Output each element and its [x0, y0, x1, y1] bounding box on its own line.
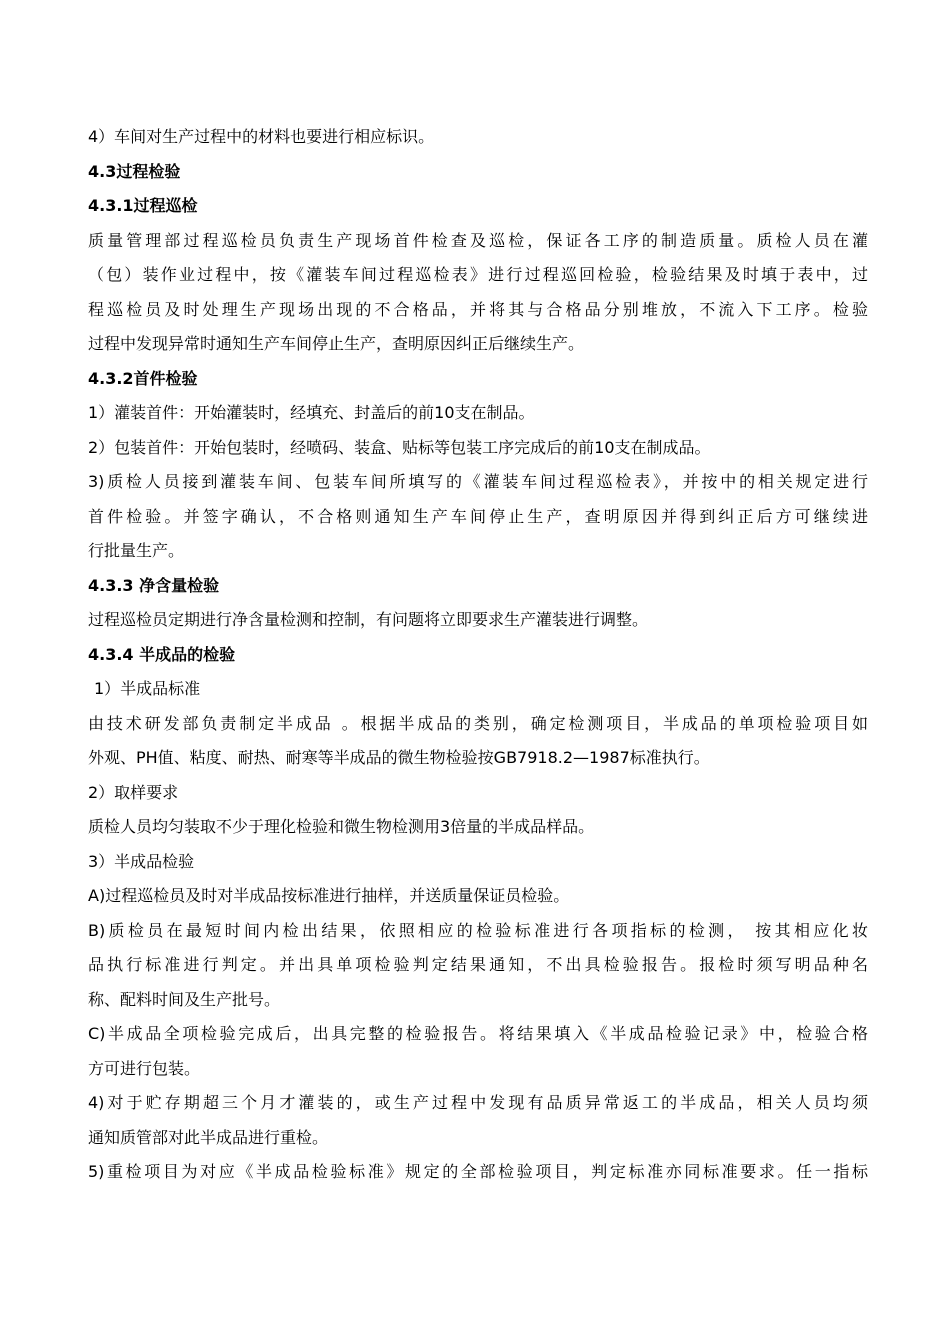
paragraph-line: 程巡检员及时处理生产现场出现的不合格品，并将其与合格品分别堆放，不流入下工序。检验	[88, 299, 868, 319]
paragraph-line: 质检人员均匀装取不少于理化检验和微生物检测用3倍量的半成品样品。	[88, 817, 595, 836]
list-item: 2）包装首件：开始包装时，经喷码、装盒、贴标等包装工序完成后的前10支在制成品。	[88, 437, 711, 457]
paragraph-line: 4）车间对生产过程中的材料也要进行相应标识。	[88, 127, 435, 146]
subsection-label: 3）半成品检验	[88, 851, 195, 871]
list-item: B)质检员在最短时间内检出结果，依照相应的检验标准进行各项指标的检测， 按其相应化妆	[88, 920, 868, 940]
section-heading-4-3-2: 4.3.2首件检验	[88, 368, 198, 388]
document-page	[88, 120, 868, 1190]
subsection-label: 2）取样要求	[88, 782, 179, 802]
section-heading-4-3-4: 4.3.4 半成品的检验	[88, 644, 236, 664]
paragraph-line: 过程巡检员定期进行净含量检测和控制，有问题将立即要求生产灌装进行调整。	[88, 610, 649, 629]
paragraph-line: 外观、PH值、粘度、耐热、耐寒等半成品的微生物检验按GB7918.2—1987标准执行。	[88, 748, 710, 767]
section-heading-4-3-3: 4.3.3 净含量检验	[88, 575, 220, 595]
list-item: 5)重检项目为对应《半成品检验标准》规定的全部检验项目，判定标准亦同标准要求。任一指标	[88, 1162, 868, 1181]
paragraph-line: 由技术研发部负责制定半成品 。根据半成品的类别，确定检测项目，半成品的单项检验项目如	[88, 713, 868, 733]
list-item: 3)质检人员接到灌装车间、包装车间所填写的《灌装车间过程巡检表》，并按中的相关规定进行	[88, 472, 868, 491]
section-heading-4-3-1: 4.3.1过程巡检	[88, 196, 198, 215]
list-item: A)过程巡检员及时对半成品按标准进行抽样，并送质量保证员检验。	[88, 886, 570, 905]
list-item: C)半成品全项检验完成后，出具完整的检验报告。将结果填入《半成品检验记录》中，检验合格	[88, 1024, 868, 1043]
paragraph-line: 方可进行包装。	[88, 1058, 201, 1078]
paragraph-line: 品执行标准进行判定。并出具单项检验判定结果通知，不出具检验报告。报检时须写明品种名	[88, 955, 868, 974]
paragraph-line: 首件检验。并签字确认，不合格则通知生产车间停止生产，查明原因并得到纠正后方可继续进	[88, 506, 868, 526]
paragraph-line: 行批量生产。	[88, 541, 185, 560]
subsection-label: 1）半成品标准	[94, 679, 201, 698]
section-heading-4-3: 4.3过程检验	[88, 161, 181, 181]
paragraph-line: （包）装作业过程中，按《灌装车间过程巡检表》进行过程巡回检验，检验结果及时填于表中，过	[88, 265, 868, 284]
paragraph-line: 称、配料时间及生产批号。	[88, 989, 281, 1009]
paragraph-line: 通知质管部对此半成品进行重检。	[88, 1127, 329, 1147]
paragraph-line: 质量管理部过程巡检员负责生产现场首件检查及巡检，保证各工序的制造质量。质检人员在灌	[88, 230, 868, 250]
paragraph-line: 过程中发现异常时通知生产车间停止生产，查明原因纠正后继续生产。	[88, 334, 585, 353]
list-item: 1）灌装首件：开始灌装时，经填充、封盖后的前10支在制品。	[88, 403, 535, 422]
list-item: 4)对于贮存期超三个月才灌装的，或生产过程中发现有品质异常返工的半成品，相关人员均须	[88, 1093, 868, 1112]
